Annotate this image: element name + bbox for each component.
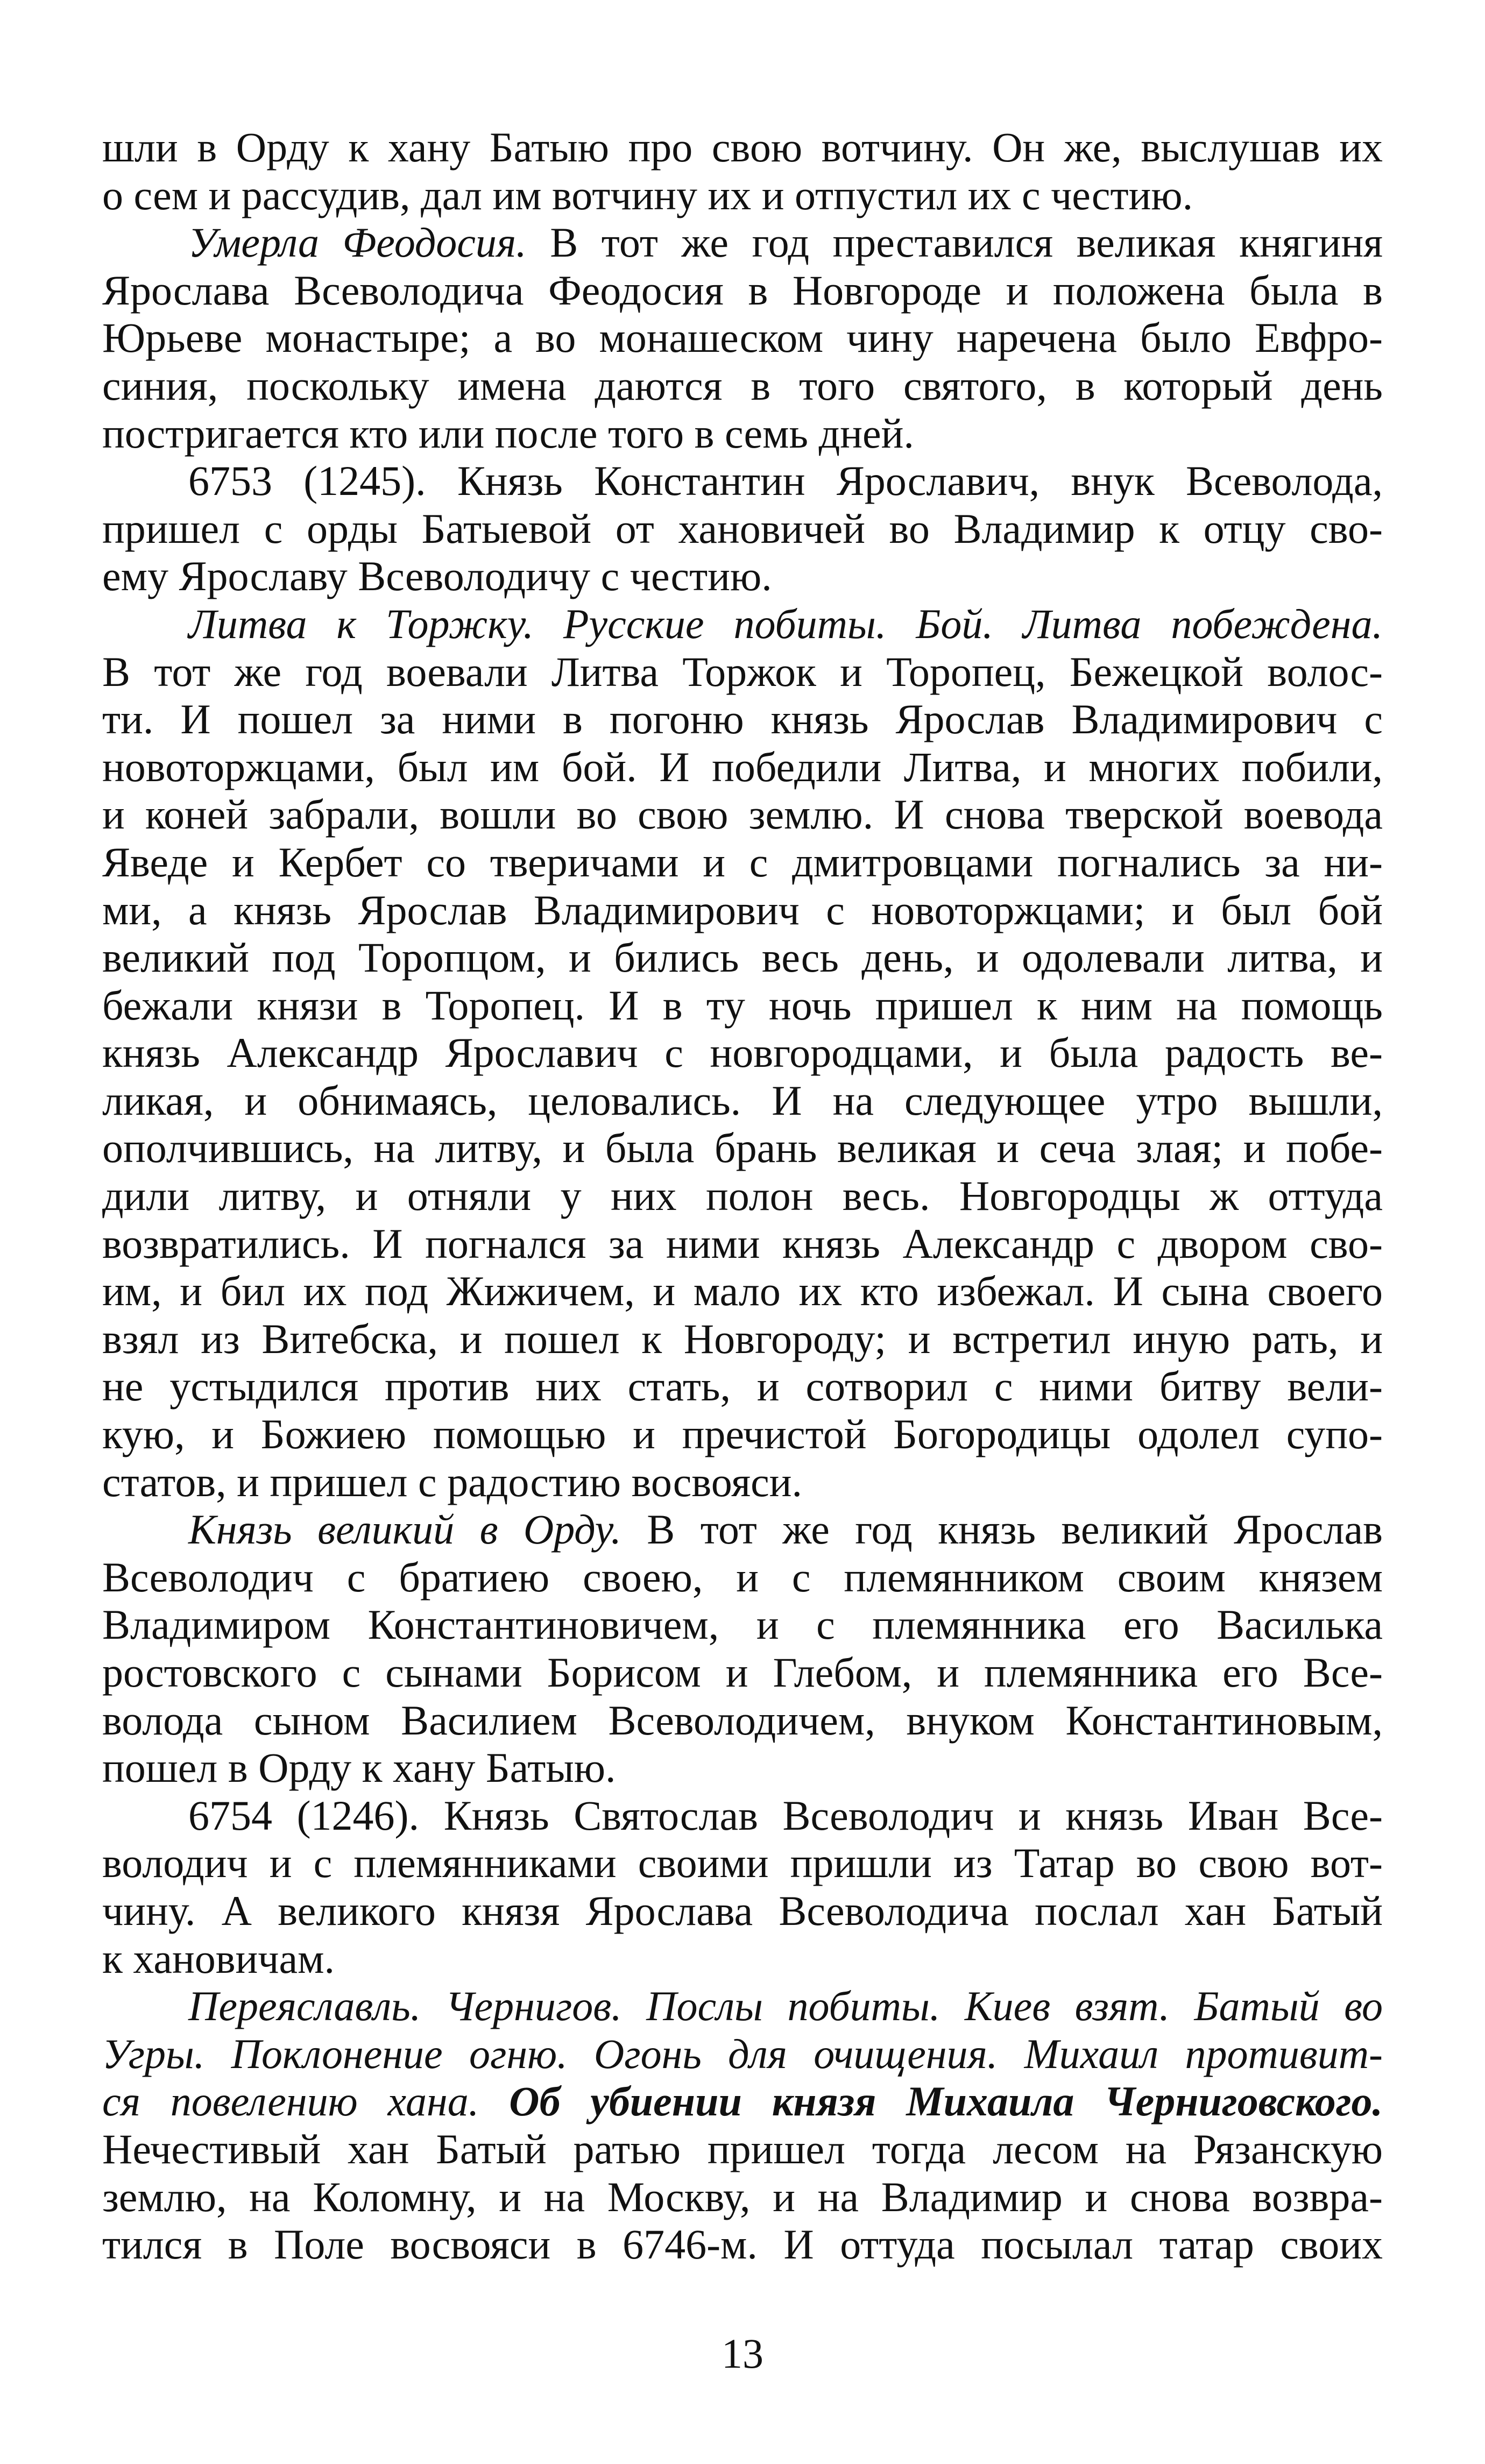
text-line bbox=[102, 1411, 1383, 1458]
text-run: ликая, и обнимаясь, целовались. И на следующее утро вышли, bbox=[102, 1077, 1383, 1124]
text-line bbox=[102, 1982, 1383, 2030]
text-line bbox=[102, 1744, 1383, 1792]
text-run: князь Александр Ярославич с новгородцами, и была радость ве- bbox=[102, 1029, 1383, 1077]
heading-run: Умерла Феодосия. bbox=[188, 219, 527, 266]
text-run: пошел в Орду к хану Батыю. bbox=[102, 1744, 616, 1792]
text-block bbox=[102, 124, 1383, 2269]
text-line bbox=[102, 600, 1383, 648]
text-run: землю, на Коломну, и на Москву, и на Владимир и снова возвра- bbox=[102, 2173, 1383, 2220]
text-line bbox=[102, 2173, 1383, 2221]
text-line bbox=[102, 2221, 1383, 2269]
text-line bbox=[102, 1649, 1383, 1697]
text-line bbox=[102, 1887, 1383, 1935]
text-run: Нечестивый хан Батый ратью пришел тогда лесом на Рязанскую bbox=[102, 2125, 1383, 2172]
text-line bbox=[102, 2030, 1383, 2078]
heading-run: Князь великий в Орду. bbox=[188, 1506, 621, 1553]
text-line bbox=[102, 1506, 1383, 1554]
text-run: волода сыном Василием Всеволодичем, внуком Константиновым, bbox=[102, 1696, 1383, 1744]
text-line bbox=[102, 1077, 1383, 1125]
text-run: к хановичам. bbox=[102, 1935, 335, 1982]
text-run: кую, и Божиею помощью и пречистой Богородицы одолел супо- bbox=[102, 1411, 1383, 1458]
text-line bbox=[102, 791, 1383, 839]
text-line bbox=[102, 1935, 1383, 1983]
text-run: ополчившись, на литву, и была брань великая и сеча злая; и побе- bbox=[102, 1124, 1383, 1172]
text-run: возвратились. И погнался за ними князь Александр с двором сво- bbox=[102, 1220, 1383, 1267]
text-run: не устыдился против них стать, и сотворил с ними битву вели- bbox=[102, 1363, 1383, 1410]
text-run: взял из Витебска, и пошел к Новгороду; и встретил иную рать, и bbox=[102, 1315, 1383, 1362]
text-line bbox=[102, 505, 1383, 553]
text-line bbox=[102, 1220, 1383, 1268]
text-line bbox=[102, 696, 1383, 744]
text-run: 6753 (1245). Князь Константин Ярославич, внук Всеволода, bbox=[188, 457, 1383, 505]
text-line bbox=[102, 887, 1383, 934]
text-line bbox=[102, 1554, 1383, 1602]
text-line bbox=[102, 172, 1383, 220]
text-run: володич и с племянниками своими пришли из Татар во свою вот- bbox=[102, 1839, 1383, 1887]
text-line bbox=[102, 219, 1383, 267]
text-line bbox=[102, 1268, 1383, 1315]
text-run: Владимиром Константиновичем, и с племянника его Василька bbox=[102, 1601, 1383, 1648]
text-run: новоторжцами, был им бой. И победили Литва, и многих побили, bbox=[102, 743, 1383, 790]
text-run: им, и бил их под Жижичем, и мало их кто избежал. И сына своего bbox=[102, 1268, 1383, 1315]
text-run: и коней забрали, вошли во свою землю. И снова тверской воевода bbox=[102, 791, 1383, 838]
text-run: тился в Поле восвояси в 6746-м. И оттуда посылал татар своих bbox=[102, 2221, 1383, 2268]
text-line bbox=[102, 934, 1383, 982]
page-number: 13 bbox=[722, 2330, 763, 2377]
text-line bbox=[102, 1172, 1383, 1220]
text-line bbox=[102, 410, 1383, 458]
heading-run: Литва к Торжку. Русские побиты. Бой. Литва побеждена. bbox=[188, 600, 1383, 647]
text-run: великий под Торопцом, и бились весь день, и одолевали литва, и bbox=[102, 934, 1383, 981]
heading-run: Об убиении князя Михаила Черниговского. bbox=[509, 2078, 1383, 2125]
text-line bbox=[102, 2126, 1383, 2173]
text-run: В тот же год воевали Литва Торжок и Торопец, Бежецкой волос- bbox=[102, 648, 1383, 695]
text-line bbox=[102, 457, 1383, 505]
text-line bbox=[102, 648, 1383, 696]
text-run: дили литву, и отняли у них полон весь. Новгородцы ж оттуда bbox=[102, 1172, 1383, 1220]
page-body bbox=[102, 124, 1383, 2319]
heading-run: Переяславль. Чернигов. Послы побиты. Киев взят. Батый во bbox=[188, 1982, 1383, 2030]
text-run: 6754 (1246). Князь Святослав Всеволодич и князь Иван Все- bbox=[188, 1792, 1383, 1839]
text-run: В тот же год князь великий Ярослав bbox=[621, 1506, 1383, 1553]
text-run: чину. А великого князя Ярослава Всеволодича послал хан Батый bbox=[102, 1887, 1383, 1934]
text-run: постригается кто или после того в семь дней. bbox=[102, 409, 914, 457]
text-run: ми, а князь Ярослав Владимирович с новоторжцами; и был бой bbox=[102, 886, 1383, 933]
text-line bbox=[102, 124, 1383, 172]
text-run: бежали князи в Торопец. И в ту ночь пришел к ним на помощь bbox=[102, 981, 1383, 1029]
text-line bbox=[102, 839, 1383, 887]
text-run: синия, поскольку имена даются в того святого, в который день bbox=[102, 362, 1383, 409]
text-line bbox=[102, 1029, 1383, 1077]
text-run: о сем и рассудив, дал им вотчину их и отпустил их с честию. bbox=[102, 171, 1193, 218]
text-line bbox=[102, 1839, 1383, 1887]
text-line bbox=[102, 1458, 1383, 1506]
text-line bbox=[102, 1315, 1383, 1363]
text-line bbox=[102, 362, 1383, 410]
text-line bbox=[102, 2078, 1383, 2126]
text-line bbox=[102, 314, 1383, 362]
text-line bbox=[102, 744, 1383, 791]
text-run: ти. И пошел за ними в погоню князь Ярослав Владимирович с bbox=[102, 696, 1383, 743]
text-run: ростовского с сынами Борисом и Глебом, и племянника его Все- bbox=[102, 1649, 1383, 1696]
text-run: пришел с орды Батыевой от хановичей во Владимир к отцу сво- bbox=[102, 505, 1383, 552]
text-line bbox=[102, 267, 1383, 315]
text-run: шли в Орду к хану Батыю про свою вотчину. Он же, выслушав их bbox=[102, 124, 1383, 171]
text-run: Юрьеве монастыре; а во монашеском чину наречена было Евфро- bbox=[102, 314, 1383, 362]
text-run: ему Ярославу Всеволодичу с честию. bbox=[102, 553, 772, 600]
text-line bbox=[102, 1124, 1383, 1172]
text-line bbox=[102, 982, 1383, 1030]
text-line bbox=[102, 1697, 1383, 1745]
text-run: Всеволодич с братиею своею, и с племянником своим князем bbox=[102, 1553, 1383, 1601]
heading-run: ся повелению хана. bbox=[102, 2078, 510, 2125]
text-line bbox=[102, 1601, 1383, 1649]
text-line bbox=[102, 1792, 1383, 1840]
text-run: В тот же год преставился великая княгиня bbox=[526, 219, 1383, 266]
heading-run: Угры. Поклонение огню. Огонь для очищения. Михаил противит- bbox=[102, 2030, 1383, 2077]
text-line bbox=[102, 553, 1383, 600]
text-run: статов, и пришел с радостию восвояси. bbox=[102, 1458, 802, 1505]
text-run: Ярослава Всеволодича Феодосия в Новгороде и положена была в bbox=[102, 266, 1383, 314]
text-line bbox=[102, 1363, 1383, 1411]
text-run: Яведе и Кербет со тверичами и с дмитровцами погнались за ни- bbox=[102, 838, 1383, 886]
